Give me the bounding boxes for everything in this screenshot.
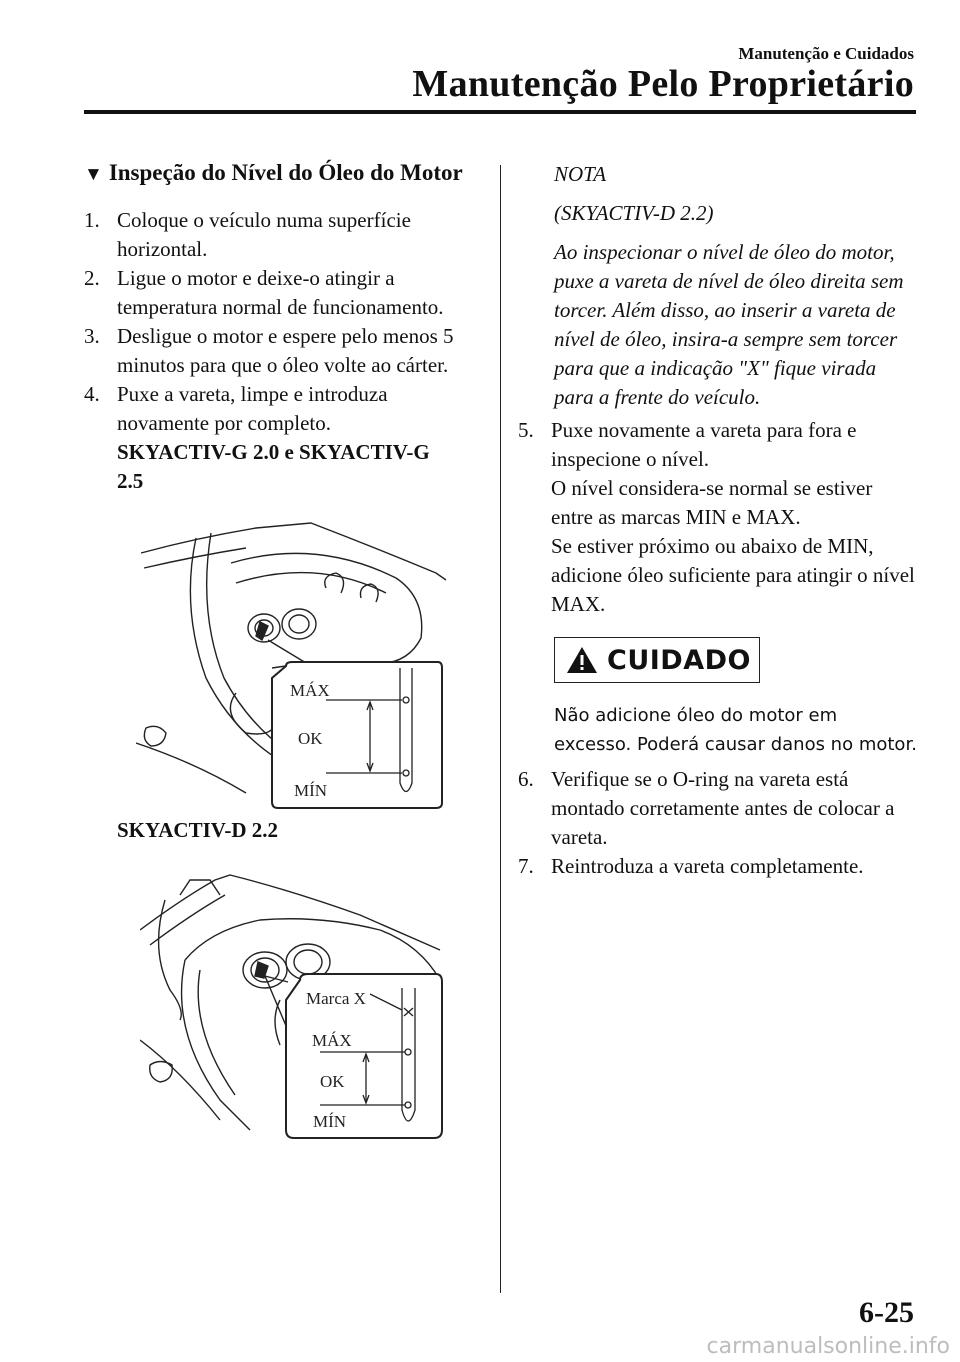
label-x-mark: Marca X	[306, 989, 366, 1008]
engine-dipstick-illustration	[136, 518, 456, 813]
fig2-caption: SKYACTIV-D 2.2	[117, 818, 279, 842]
step-7	[518, 852, 918, 881]
step-text: Coloque o veículo numa superfície horizontal.	[117, 208, 411, 261]
step-6	[518, 765, 918, 852]
warning-triangle-icon	[565, 645, 599, 675]
label-ok: OK	[298, 729, 323, 748]
page-number: 6-25	[859, 1296, 914, 1329]
step-number: 2.	[84, 266, 100, 290]
chapter-header: Manutenção e Cuidados	[738, 44, 914, 63]
label-max: MÁX	[290, 681, 330, 700]
step-text: Verifique se o O-ring na vareta está montado corretamente antes de colocar a vareta.	[551, 767, 895, 849]
left-column	[84, 160, 480, 496]
note-subheading: (SKYACTIV-D 2.2)	[554, 201, 714, 225]
step-number: 4.	[84, 382, 100, 406]
step-number: 1.	[84, 208, 100, 232]
step-number: 6.	[518, 767, 534, 791]
step-number: 5.	[518, 418, 534, 442]
right-column	[518, 160, 918, 881]
label-min: MÍN	[313, 1112, 347, 1131]
label-max: MÁX	[312, 1031, 352, 1050]
step-text: O nível considera-se normal se estiver entre as marcas MIN e MAX.	[551, 476, 873, 529]
page-title: Manutenção Pelo Proprietário	[412, 63, 914, 105]
step-3	[84, 322, 480, 380]
step-text: Se estiver próximo ou abaixo de MIN, adicione óleo suficiente para atingir o nível MAX.	[551, 534, 915, 616]
note-body: Ao inspecionar o nível de óleo do motor, puxe a vareta de nível de óleo direita sem torcer. Além disso, ao inserir a vareta de nível de óleo, insira-a sempre sem torcer para que a indicação "X" fique virada para a frente do veículo.	[554, 240, 904, 409]
fig1-caption: SKYACTIV-G 2.0 e SKYACTIV-G 2.5	[117, 440, 430, 493]
triangle-bullet-icon: ▼	[84, 164, 103, 185]
column-divider	[500, 165, 501, 1293]
note-block	[518, 160, 918, 412]
step-1	[84, 206, 480, 264]
step-5	[518, 416, 918, 619]
caution-text: Não adicione óleo do motor em excesso. Poderá causar danos no motor.	[554, 705, 917, 755]
step-text: Puxe novamente a vareta para fora e inspecione o nível.	[551, 418, 857, 471]
step-text: Ligue o motor e deixe-o atingir a temperatura normal de funcionamento.	[117, 266, 444, 319]
section-title-text: Inspeção do Nível do Óleo do Motor	[108, 160, 463, 185]
step-text: Desligue o motor e espere pelo menos 5 minutos para que o óleo volte ao cárter.	[117, 324, 454, 377]
caution-label: CUIDADO	[607, 644, 751, 676]
note-heading: NOTA	[554, 162, 607, 186]
caution-box	[554, 637, 760, 683]
label-ok: OK	[320, 1072, 345, 1091]
section-title	[84, 160, 480, 186]
step-number: 7.	[518, 854, 534, 878]
figure-gasoline-dipstick	[136, 518, 456, 813]
step-2	[84, 264, 480, 322]
step-number: 3.	[84, 324, 100, 348]
step-4	[84, 380, 480, 438]
watermark: carmanualsonline.info	[706, 1334, 950, 1359]
step-text: Puxe a vareta, limpe e introduza novamente por completo.	[117, 382, 388, 435]
step-text: Reintroduza a vareta completamente.	[551, 854, 864, 878]
diesel-dipstick-illustration	[140, 870, 450, 1145]
figure-diesel-dipstick	[140, 870, 450, 1145]
label-min: MÍN	[294, 781, 328, 800]
header-rule	[84, 110, 916, 114]
